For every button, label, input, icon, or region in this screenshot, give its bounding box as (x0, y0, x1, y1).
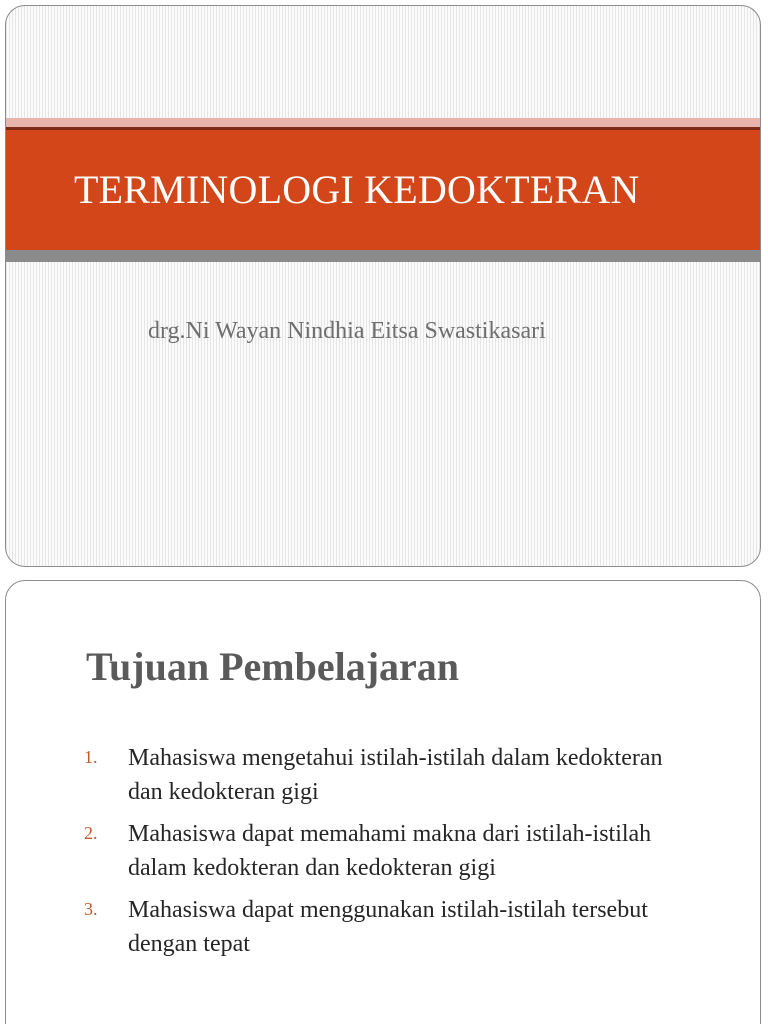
objective-item-3 (84, 893, 684, 961)
objectives-list (84, 741, 684, 969)
objective-item-2 (84, 817, 684, 885)
objective-text: Mahasiswa mengetahui istilah-istilah dalam kedokteran dan kedokteran gigi (128, 745, 663, 805)
title-band-bottom-stripe (6, 250, 760, 262)
objectives-heading: Tujuan Pembelajaran (86, 644, 460, 689)
objective-number: 1. (84, 747, 98, 767)
title-slide (5, 5, 761, 567)
title-band-top-stripe (6, 118, 760, 127)
slide-title: TERMINOLOGI KEDOKTERAN (74, 167, 640, 212)
objective-text: Mahasiswa dapat menggunakan istilah-istilah tersebut dengan tepat (128, 897, 648, 957)
objective-number: 2. (84, 823, 98, 843)
presenter-name: drg.Ni Wayan Nindhia Eitsa Swastikasari (148, 318, 546, 344)
objective-text: Mahasiswa dapat memahami makna dari istilah-istilah dalam kedokteran dan kedokteran gigi (128, 821, 652, 881)
objectives-slide (5, 580, 761, 1024)
objective-number: 3. (84, 899, 98, 919)
objective-item-1 (84, 741, 684, 809)
